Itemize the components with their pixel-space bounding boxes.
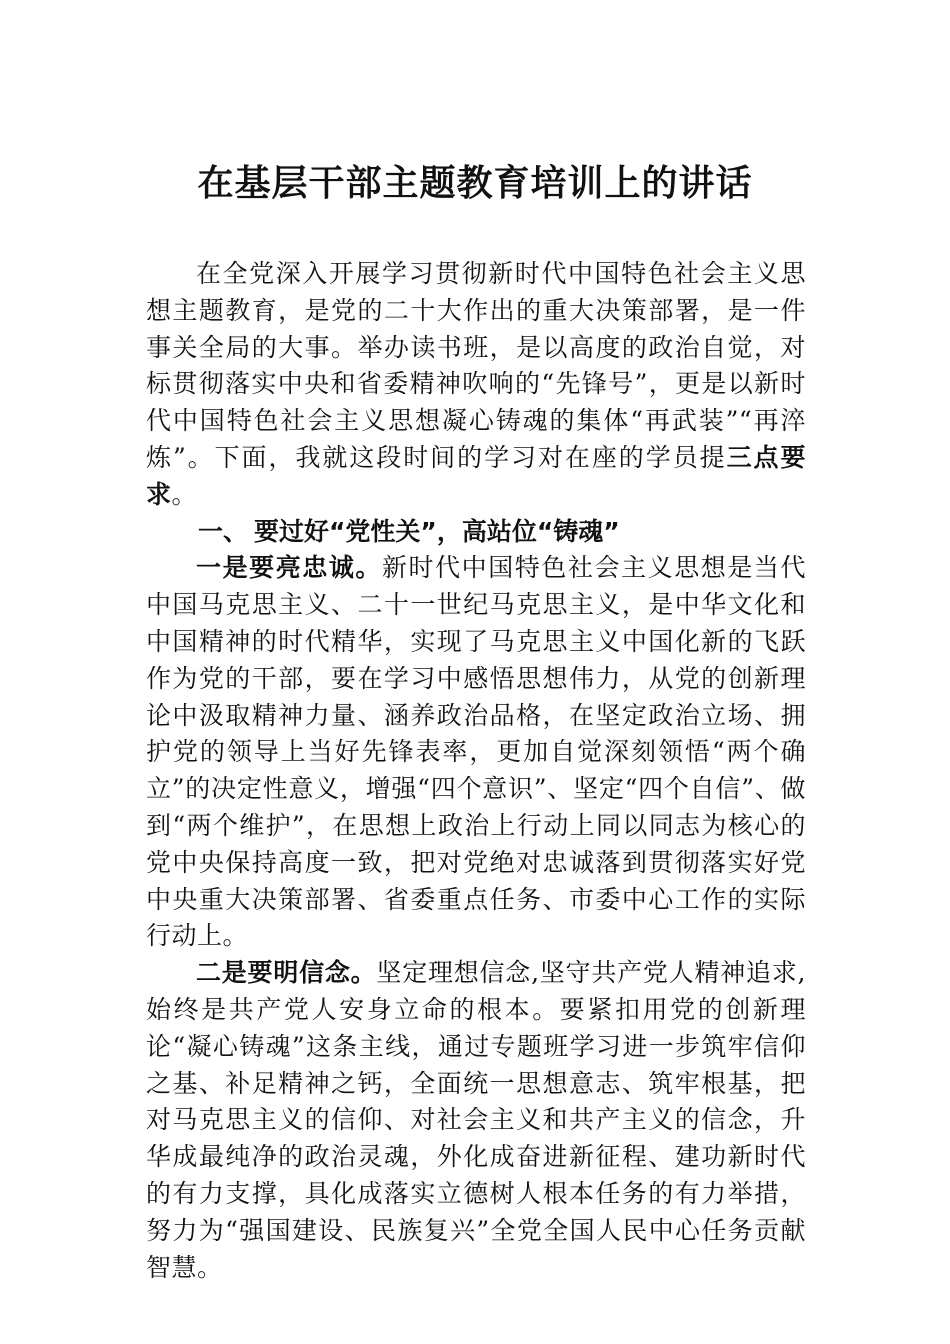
- paragraph-text: 新时代中国特色社会主义思想是当代中国马克思主义、二十一世纪马克思主义，是中华文化和中国精神的时代精华，实现了马克思主义中国化新的飞跃作为党的干部，要在学习中感悟思想伟力，从党的创新理论中汲取精神力量、涵养政治品格，在坚定政治立场、拥护党的领导上当好先锋表率，更加自觉深刻领悟“两个确立”的决定性意义，增强“四个意识”、坚定“四个自信”、做到“两个维护”，在思想上政治上行动上同以同志为核心的党中央保持高度一致，把对党绝对忠诚落到贯彻落实好党中央重大决策部署、省委重点任务、市委中心工作的实际行动上。: [146, 553, 806, 951]
- paragraph-belief: [146, 955, 806, 1286]
- paragraph-lead: 一是要亮忠诚。: [196, 553, 382, 583]
- paragraph-text: 坚定理想信念,坚守共产党人精神追求,始终是共产党人安身立命的根本。要紧扣用党的创新理论“凝心铸魂”这条主线，通过专题班学习进一步筑牢信仰之基、补足精神之钙，全面统一思想意志、筑牢根基，把对马克思主义的信仰、对社会主义和共产主义的信念，升华成最纯净的政治灵魂，外化成奋进新征程、建功新时代的有力支撑，具化成落实立德树人根本任务的有力举措，努力为“强国建设、民族复兴”全党全国人民中心任务贡献智慧。: [146, 958, 806, 1282]
- paragraph-loyalty: [146, 550, 806, 955]
- document-body: [146, 256, 806, 1286]
- section-heading-text: 要过好“党性关”，高站位“铸魂”: [254, 516, 620, 546]
- paragraph-lead: 二是要明信念。: [196, 958, 377, 988]
- section-heading: [146, 514, 806, 551]
- section-number: 一、: [198, 516, 249, 546]
- intro-tail: 。: [171, 479, 198, 509]
- document-title: 在基层干部主题教育培训上的讲话: [197, 162, 753, 204]
- intro-paragraph: [146, 256, 806, 514]
- intro-bold-phrase: 三点要求: [146, 442, 806, 509]
- intro-text: 在全党深入开展学习贯彻新时代中国特色社会主义思想主题教育，是党的二十大作出的重大决策部署，是一件事关全局的大事。举办读书班，是以高度的政治自觉，对标贯彻落实中央和省委精神吹响的“先锋号”，更是以新时代中国特色社会主义思想凝心铸魂的集体“再武装”“再淬炼”。下面，我就这段时间的学习对在座的学员提: [146, 259, 806, 472]
